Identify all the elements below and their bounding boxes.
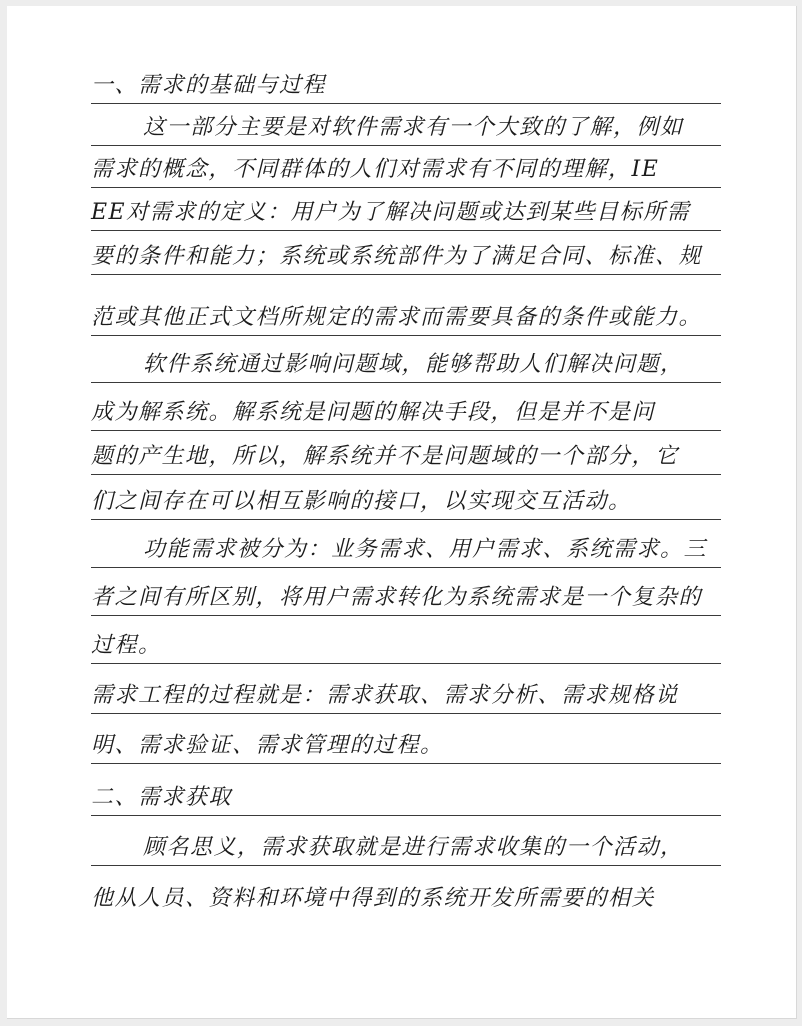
paragraph-line: 们之间存在可以相互影响的接口，以实现交互活动。 [91, 489, 632, 514]
ruled-line-1 [91, 64, 721, 104]
handwritten-page [7, 6, 797, 1019]
ruled-line-6 [91, 296, 721, 336]
ruled-line-14 [91, 674, 721, 714]
ruled-line-8 [91, 391, 721, 431]
heading-requirements-basics: 一、需求的基础与过程 [91, 73, 327, 98]
paragraph-line: 过程。 [91, 633, 162, 658]
ruled-line-17 [91, 826, 721, 866]
ruled-line-16 [91, 776, 721, 816]
ruled-line-2 [91, 106, 721, 146]
ruled-line-7 [91, 343, 721, 383]
ruled-line-18 [91, 876, 721, 916]
ruled-line-3 [91, 148, 721, 188]
paragraph-line: 明、需求验证、需求管理的过程。 [91, 733, 444, 758]
ruled-line-5 [91, 235, 721, 275]
paragraph-line: 需求的概念，不同群体的人们对需求有不同的理解，IE [91, 157, 660, 182]
paragraph-line: EE对需求的定义：用户为了解决问题或达到某些目标所需 [91, 200, 691, 225]
paragraph-line: 这一部分主要是对软件需求有一个大致的了解，例如 [143, 115, 684, 140]
paragraph-line: 软件系统通过影响问题域，能够帮助人们解决问题， [143, 352, 684, 377]
ruled-line-11 [91, 528, 721, 568]
ruled-line-4 [91, 191, 721, 231]
paragraph-line: 者之间有所区别，将用户需求转化为系统需求是一个复杂的 [91, 585, 703, 610]
ruled-line-15 [91, 724, 721, 764]
ruled-line-12 [91, 576, 721, 616]
paragraph-line: 成为解系统。解系统是问题的解决手段，但是并不是问 [91, 400, 656, 425]
paragraph-line: 要的条件和能力；系统或系统部件为了满足合同、标准、规 [91, 244, 703, 269]
ruled-line-13 [91, 624, 721, 664]
heading-requirements-elicitation: 二、需求获取 [91, 785, 233, 810]
paragraph-line: 功能需求被分为：业务需求、用户需求、系统需求。三 [143, 537, 708, 562]
paragraph-line: 顾名思义，需求获取就是进行需求收集的一个活动， [143, 835, 684, 860]
ruled-line-10 [91, 480, 721, 520]
paragraph-line: 他从人员、资料和环境中得到的系统开发所需要的相关 [91, 886, 656, 911]
paragraph-line: 范或其他正式文档所规定的需求而需要具备的条件或能力。 [91, 305, 703, 330]
paragraph-line: 题的产生地，所以，解系统并不是问题域的一个部分，它 [91, 444, 679, 469]
ruled-line-9 [91, 435, 721, 475]
paragraph-line: 需求工程的过程就是：需求获取、需求分析、需求规格说 [91, 683, 679, 708]
